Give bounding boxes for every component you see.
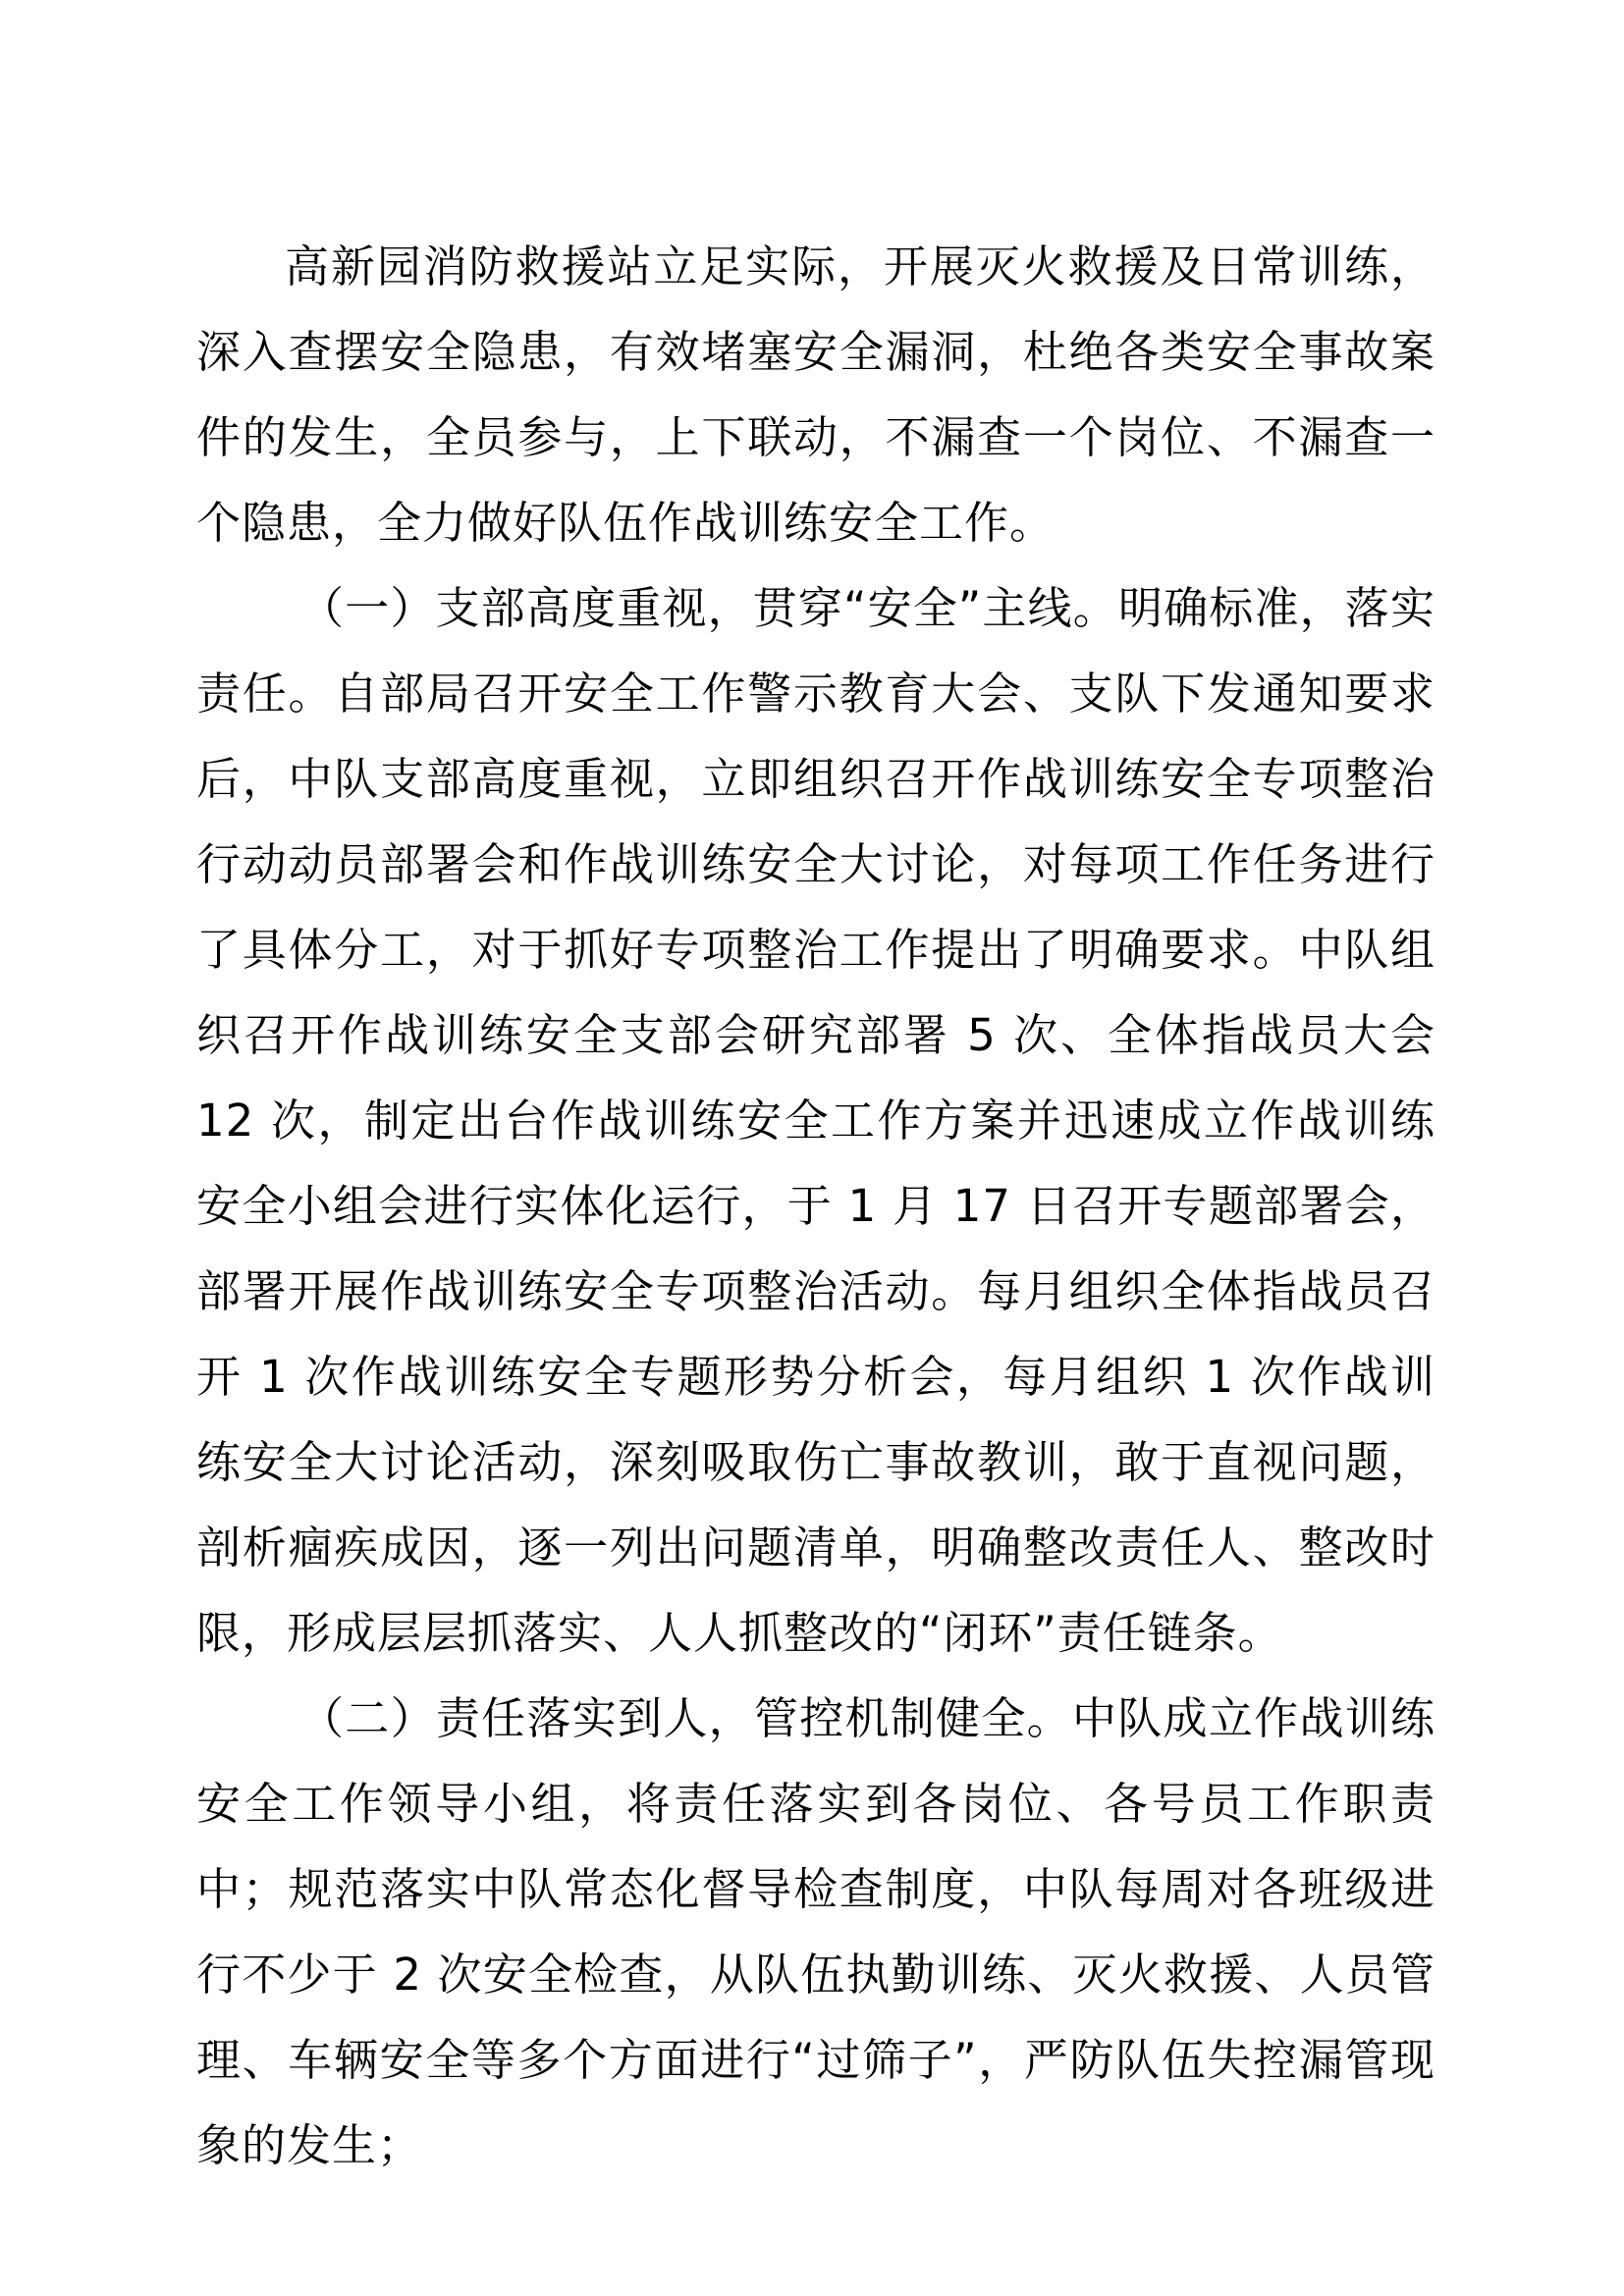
section-2-paragraph: （二）责任落实到人，管控机制健全。中队成立作战训练安全工作领导小组，将责任落实到各岗位、各号员工作职责中；规范落实中队常态化督导检查制度，中队每周对各班级进行不少于 2 次安全检查，从队伍执勤训练、灭火救援、人员管理、车辆安全等多个方面进行“过筛子”，严防队伍失控漏管现象的发生； xyxy=(196,1692,1435,2171)
intro-paragraph: 高新园消防救援站立足实际，开展灭火救援及日常训练，深入查摆安全隐患，有效堵塞安全漏洞，杜绝各类安全事故案件的发生，全员参与，上下联动，不漏查一个岗位、不漏查一个隐患，全力做好队伍作战训练安全工作。 xyxy=(196,240,1435,549)
document-body xyxy=(196,224,1435,2188)
section-1-paragraph: （一）支部高度重视，贯穿“安全”主线。明确标准，落实责任。自部局召开安全工作警示教育大会、支队下发通知要求后，中队支部高度重视，立即组织召开作战训练安全专项整治行动动员部署会和作战训练安全大讨论，对每项工作任务进行了具体分工，对于抓好专项整治工作提出了明确要求。中队组织召开作战训练安全支部会研究部署 5 次、全体指战员大会 12 次，制定出台作战训练安全工作方案并迅速成立作战训练安全小组会进行实体化运行，于 1 月 17 日召开专题部署会，部署开展作战训练安全专项整治活动。每月组织全体指战员召开 1 次作战训练安全专题形势分析会，每月组织 1 次作战训练安全大讨论活动，深刻吸取伤亡事故教训，敢于直视问题，剖析痼疾成因，逐一列出问题清单，明确整改责任人、整改时限，形成层层抓落实、人人抓整改的“闭环”责任链条。 xyxy=(196,582,1435,1659)
